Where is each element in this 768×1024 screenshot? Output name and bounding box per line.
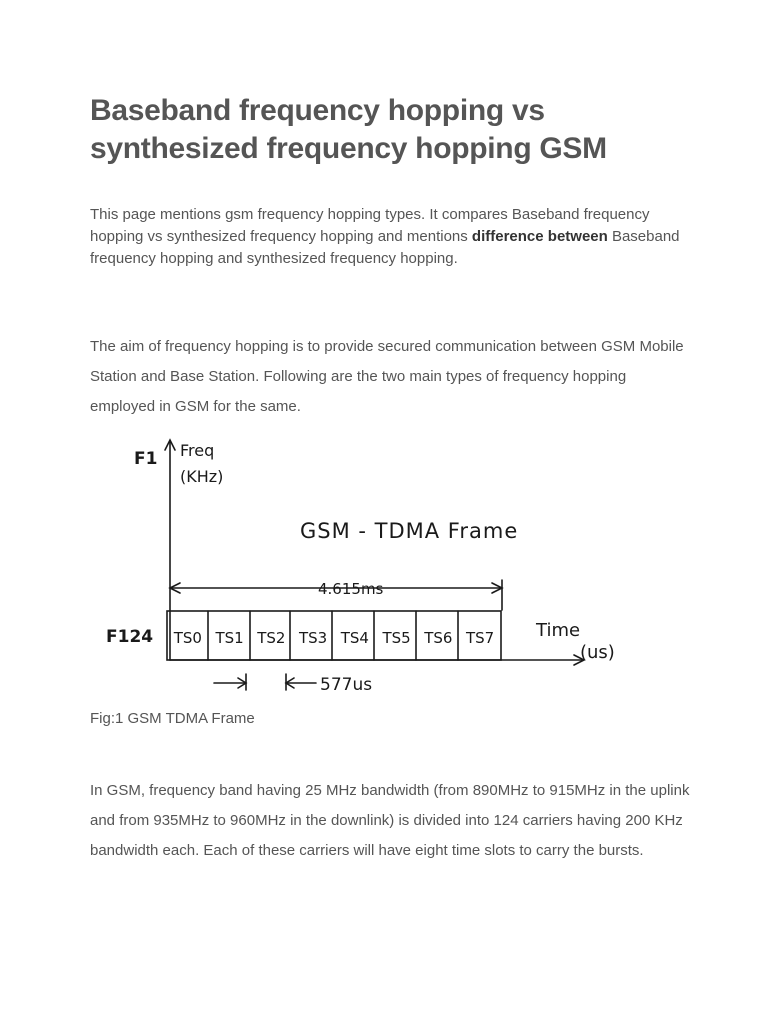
gsm-band-paragraph: In GSM, frequency band having 25 MHz bandwidth (from 890MHz to 915MHz in the uplink and from 935MHz to 960MHz in the downlink) is divided into 124 carriers having 200 KHz bandwidth each. Each of these carriers will have eight time slots to carry the bursts. bbox=[90, 782, 690, 859]
tdma-diagram bbox=[90, 430, 690, 700]
time-slot-label: TS3 bbox=[299, 629, 328, 647]
time-slot-label: TS7 bbox=[466, 629, 495, 647]
frame-title: GSM - TDMA Frame bbox=[300, 519, 519, 543]
aim-paragraph: The aim of frequency hopping is to provide secured communication between GSM Mobile Station and Base Station. Following are the two main types of frequency hopping employed in GSM for the same. bbox=[90, 338, 684, 415]
intro-text-2: Baseband frequency hopping and synthesized frequency hopping. bbox=[90, 228, 680, 267]
intro-paragraph bbox=[90, 204, 690, 270]
x-axis-label-line2: (us) bbox=[580, 642, 615, 663]
gsm-tdma-frame-figure bbox=[90, 430, 690, 700]
time-slot-label: TS5 bbox=[382, 629, 411, 647]
page-title: Baseband frequency hopping vs synthesized frequency hopping GSM bbox=[90, 94, 607, 165]
time-slot-label: TS2 bbox=[257, 629, 286, 647]
y-axis-label-line2: (KHz) bbox=[180, 467, 224, 486]
intro-bold-text: difference between bbox=[471, 228, 608, 245]
time-slot-label: TS1 bbox=[215, 629, 244, 647]
y-axis-label-line1: Freq bbox=[180, 441, 215, 460]
x-axis-label-line1: Time bbox=[536, 620, 581, 641]
f1-label: F1 bbox=[134, 449, 158, 469]
figure-caption: Fig:1 GSM TDMA Frame bbox=[90, 710, 255, 727]
time-slot-label: TS4 bbox=[340, 629, 369, 647]
time-slot-label: TS6 bbox=[424, 629, 453, 647]
carrier-label: F124 bbox=[106, 627, 154, 647]
slot-labels bbox=[173, 629, 494, 647]
frame-duration-label: 4.615ms bbox=[318, 580, 384, 598]
intro-text-1: This page mentions gsm frequency hopping types. It compares Baseband frequency hopping vs synthesized frequency hopping and mentions bbox=[90, 206, 650, 245]
time-slot-label: TS0 bbox=[173, 629, 202, 647]
slot-duration-label: 577us bbox=[320, 675, 373, 695]
